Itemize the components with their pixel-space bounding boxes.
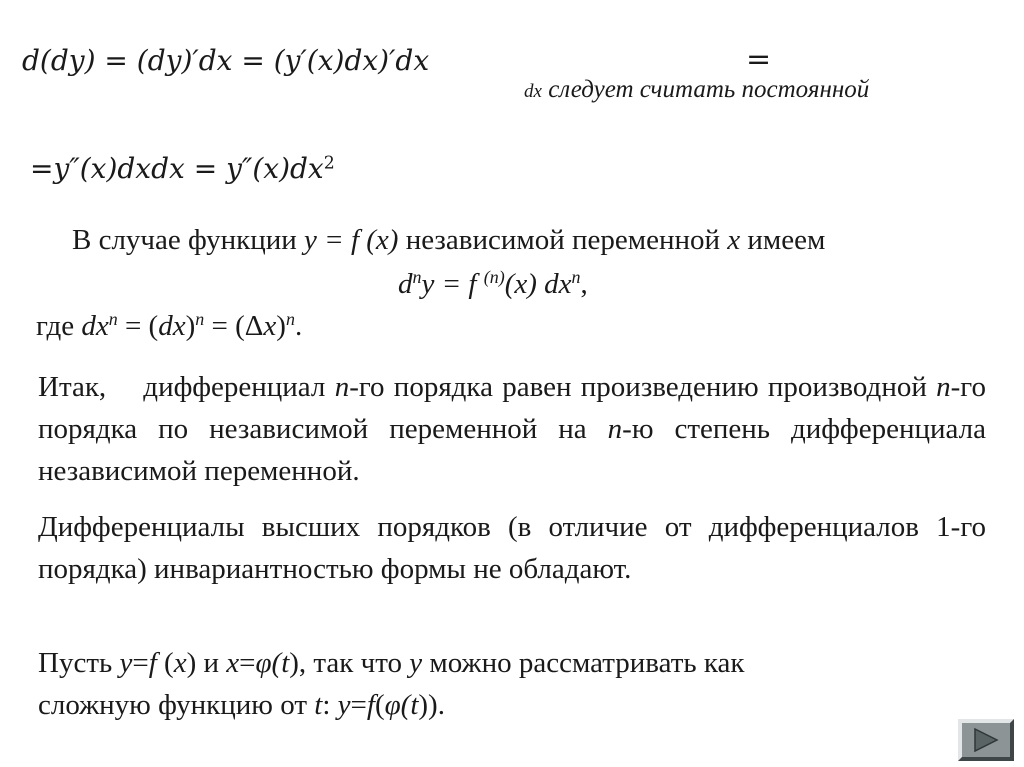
conclusion-paragraph [38, 366, 986, 492]
para3-phi1: φ( [255, 647, 282, 679]
case-sentence [72, 224, 825, 257]
case-intro: В случае функции [72, 224, 304, 256]
next-slide-button[interactable] [958, 719, 1014, 761]
para3-c: ( [156, 647, 174, 679]
para3-h: : [322, 689, 338, 721]
where-dx2: dx [158, 310, 186, 342]
where-x: x [263, 310, 277, 342]
note-text: следует считать постоянной [541, 76, 870, 103]
para1-c: -го порядка по независимой переменной на [38, 371, 986, 445]
para3-x2: x [226, 647, 240, 679]
case-variable: x [727, 224, 741, 256]
constant-dx-note [524, 76, 869, 104]
para3-i: = [350, 689, 367, 721]
where-n1: n [108, 309, 118, 330]
para3-x1: x [173, 647, 187, 679]
formula-n2: n [571, 267, 581, 288]
formula-line-2 [30, 152, 335, 185]
where-eq1: = ( [117, 310, 159, 342]
where-n3: n [285, 309, 295, 330]
where-dx1: dx [81, 310, 109, 342]
where-eq2: ) [185, 310, 196, 342]
para3-t1: t [281, 647, 290, 679]
para1-a: Итак, дифференциал [38, 371, 335, 403]
where-eq4: ) [276, 310, 286, 342]
para3-f3: f [366, 689, 375, 721]
formula-comma: , [580, 268, 588, 300]
para3-a: Пусть [38, 647, 120, 679]
formula-line-1-equals: = [746, 42, 772, 77]
para3-f: f [148, 647, 157, 679]
para3-g: можно рассматривать как [422, 647, 745, 679]
para1-b: -го порядка равен произведению производной [349, 371, 937, 403]
formula-line-2-power: 2 [323, 153, 335, 174]
para3-f2: ), так что [289, 647, 410, 679]
para1-n2: n [936, 371, 951, 403]
formula-line-2-eq: = [30, 152, 54, 185]
para3-d: ) и [186, 647, 227, 679]
play-next-icon [971, 727, 1001, 753]
invariance-paragraph: Дифференциалы высших порядков (в отличие от дифференциалов 1-го порядка) инвариантностью формы не обладают. [38, 511, 986, 585]
where-definition [36, 310, 302, 343]
formula-line-2-text: y″(x)dxdx = y″(x)dx [53, 152, 324, 185]
formula-line-1-text: d(dy) = (dy)′dx = (y′(x)dx)′dx [22, 44, 430, 77]
formula-y-eq-f: y = f [421, 268, 484, 300]
para3-y: y [119, 647, 133, 679]
para3-k: )). [418, 689, 445, 721]
formula-x-dx: (x) dx [504, 268, 572, 300]
where-eq3: = (Δ [204, 310, 264, 342]
formula-line-1 [22, 44, 429, 77]
where-n2: n [195, 309, 205, 330]
composite-function-paragraph [38, 642, 938, 726]
formula-n-paren: (n) [483, 267, 505, 288]
para3-phi2: φ( [384, 689, 411, 721]
formula-d: d [398, 268, 413, 300]
para3-line2-a: сложную функцию от [38, 689, 315, 721]
para1-n1: n [334, 371, 350, 403]
where-prefix: где [36, 310, 82, 342]
note-dx: dx [524, 81, 542, 102]
para3-e: = [239, 647, 256, 679]
case-function: y = f (x) [304, 224, 399, 256]
case-tail: имеем [740, 224, 826, 256]
case-mid: независимой переменной [398, 224, 728, 256]
para3-t3: t [410, 689, 419, 721]
where-end: . [294, 310, 303, 342]
para3-t2: t [314, 689, 323, 721]
formula-n1: n [412, 267, 422, 288]
para3-y3: y [337, 689, 351, 721]
para3-y2: y [409, 647, 423, 679]
para1-n3: n [607, 413, 623, 445]
para3-j: ( [374, 689, 385, 721]
para1-d: -ю степень дифференциала независимой переменной. [38, 413, 986, 487]
nth-differential-formula [398, 268, 588, 301]
para3-b: = [132, 647, 149, 679]
